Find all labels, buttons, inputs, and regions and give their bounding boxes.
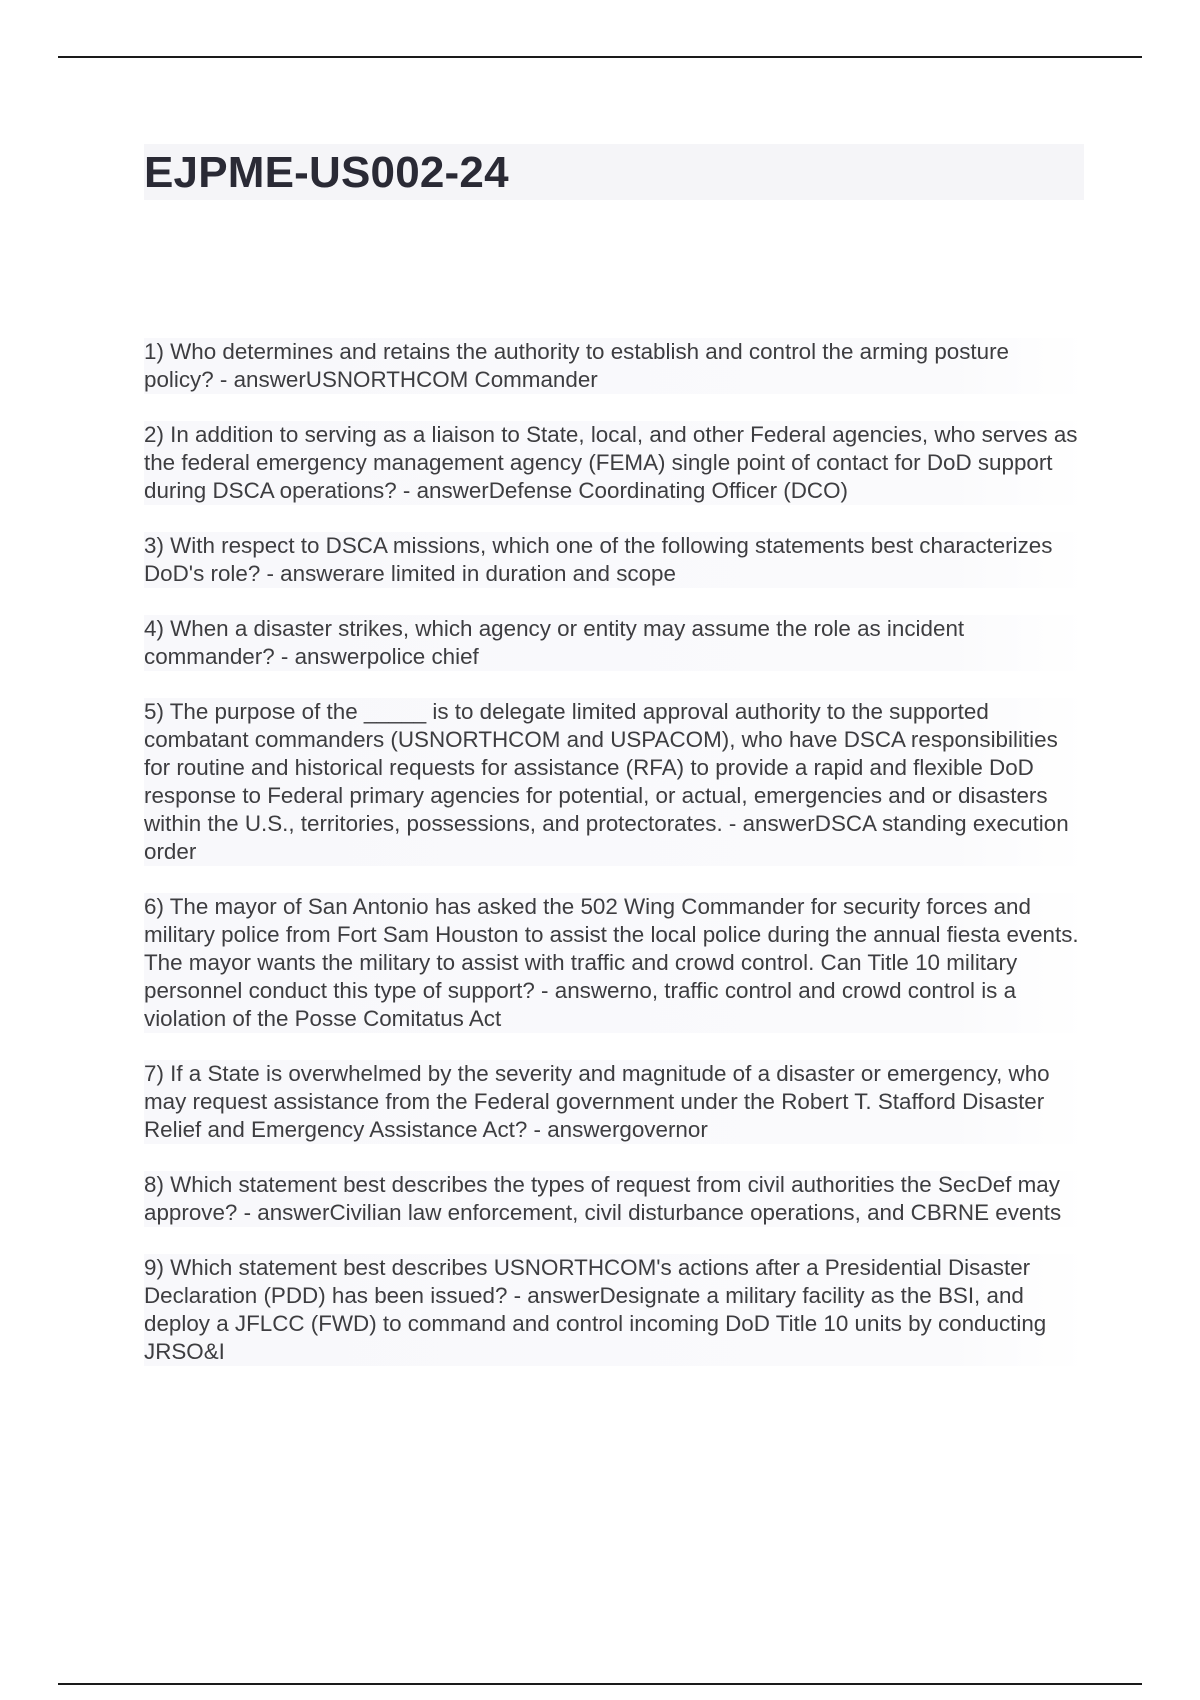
document-title: EJPME-US002-24 [144, 148, 509, 197]
question-item-5: 5) The purpose of the _____ is to delegate limited approval authority to the supported combatant commanders (USNORTHCOM and USPACOM), who have DSCA responsibilities for routine and historical requests for assistance (RFA) to provide a rapid and flexible DoD response to Federal primary agencies for potential, or actual, emergencies and or disasters within the U.S., territories, possessions, and protectorates. - answerDSCA standing execution order [144, 698, 1086, 866]
question-list [144, 338, 1086, 1393]
question-item-4: 4) When a disaster strikes, which agency or entity may assume the role as incident commander? - answerpolice chief [144, 615, 1086, 671]
question-item-3: 3) With respect to DSCA missions, which one of the following statements best characterizes DoD's role? - answerare limited in duration and scope [144, 532, 1086, 588]
question-item-9: 9) Which statement best describes USNORTHCOM's actions after a Presidential Disaster Declaration (PDD) has been issued? - answerDesignate a military facility as the BSI, and deploy a JFLCC (FWD) to command and control incoming DoD Title 10 units by conducting JRSO&I [144, 1254, 1086, 1366]
question-item-8: 8) Which statement best describes the types of request from civil authorities the SecDef may approve? - answerCivilian law enforcement, civil disturbance operations, and CBRNE events [144, 1171, 1086, 1227]
header-rule [58, 56, 1142, 58]
question-item-6: 6) The mayor of San Antonio has asked the 502 Wing Commander for security forces and military police from Fort Sam Houston to assist the local police during the annual fiesta events. The mayor wants the military to assist with traffic and crowd control. Can Title 10 military personnel conduct this type of support? - answerno, traffic control and crowd control is a violation of the Posse Comitatus Act [144, 893, 1086, 1033]
question-item-7: 7) If a State is overwhelmed by the severity and magnitude of a disaster or emergency, who may request assistance from the Federal government under the Robert T. Stafford Disaster Relief and Emergency Assistance Act? - answergovernor [144, 1060, 1086, 1144]
question-item-2: 2) In addition to serving as a liaison to State, local, and other Federal agencies, who serves as the federal emergency management agency (FEMA) single point of contact for DoD support during DSCA operations? - answerDefense Coordinating Officer (DCO) [144, 421, 1086, 505]
question-item-1: 1) Who determines and retains the authority to establish and control the arming posture policy? - answerUSNORTHCOM Commander [144, 338, 1086, 394]
footer-rule [58, 1683, 1142, 1685]
